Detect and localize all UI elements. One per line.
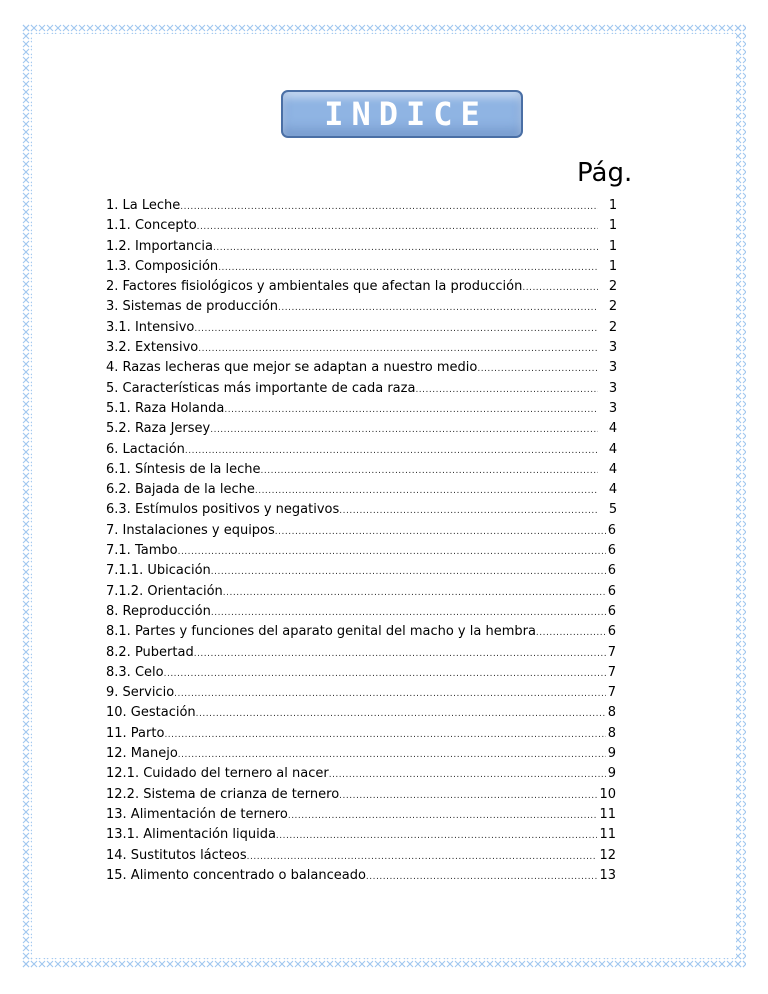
toc-dot-leader: [197, 217, 598, 236]
toc-entry-title: 2. Factores fisiológicos y ambientales que afectan la producción: [106, 279, 523, 295]
toc-dot-leader: [536, 623, 606, 642]
toc-entry-title: 13.1. Alimentación liquida: [106, 827, 276, 843]
toc-entry-title: 6.3. Estímulos positivos y negativos: [106, 502, 340, 518]
toc-entry-page: 5: [608, 502, 618, 518]
toc-dot-leader: [247, 847, 598, 866]
toc-entry: [106, 582, 616, 602]
toc-entry: [106, 622, 616, 642]
toc-entry-title: 1.2. Importancia: [106, 238, 214, 254]
toc-entry-title: 7.1.2. Orientación: [106, 583, 223, 599]
toc-entry: [106, 825, 616, 845]
index-title: INDICE: [324, 95, 488, 133]
toc-dot-leader: [194, 644, 606, 663]
toc-entry: [106, 521, 616, 541]
toc-dot-leader: [164, 725, 605, 744]
toc-entry-page: 2: [608, 319, 618, 335]
toc-entry-title: 10. Gestación: [106, 705, 196, 721]
page-column-label: Pág.: [577, 158, 633, 188]
toc-dot-leader: [198, 339, 598, 358]
toc-entry: [106, 663, 616, 683]
toc-entry: [106, 541, 616, 561]
toc-entry-page: 6: [607, 563, 616, 579]
toc-entry: [106, 338, 626, 358]
toc-dot-leader: [255, 481, 598, 500]
toc-entry-page: 11: [599, 806, 616, 822]
toc-entry-page: 1: [608, 258, 618, 274]
toc-dot-leader: [261, 461, 598, 480]
toc-entry: [106, 744, 616, 764]
toc-entry: [106, 216, 626, 236]
toc-entry: [106, 277, 626, 297]
toc-entry-title: 1.1. Concepto: [106, 218, 197, 234]
toc-entry: [106, 318, 626, 338]
toc-dot-leader: [210, 420, 598, 439]
toc-entry-title: 6.1. Síntesis de la leche: [106, 461, 261, 477]
toc-entry: [106, 846, 616, 866]
toc-entry: [106, 683, 616, 703]
toc-dot-leader: [178, 542, 606, 561]
toc-dot-leader: [174, 684, 606, 703]
toc-dot-leader: [275, 522, 606, 541]
toc-dot-leader: [224, 400, 598, 419]
toc-entry: [106, 399, 626, 419]
toc-entry-page: 9: [607, 766, 616, 782]
toc-entry-page: 2: [608, 299, 618, 315]
toc-entry-page: 13: [599, 867, 616, 883]
toc-entry: [106, 643, 616, 663]
toc-dot-leader: [211, 562, 606, 581]
toc-dot-leader: [213, 238, 598, 257]
toc-entry: [106, 237, 626, 257]
toc-entry-page: 3: [608, 380, 618, 396]
toc-entry: [106, 440, 626, 460]
toc-dot-leader: [223, 583, 606, 602]
toc-entry-page: 3: [608, 340, 618, 356]
toc-entry: [106, 703, 616, 723]
toc-entry: [106, 196, 626, 216]
toc-dot-leader: [196, 704, 606, 723]
toc-entry: [106, 500, 626, 520]
toc-entry-page: 3: [608, 360, 618, 376]
toc-entry-title: 3.1. Intensivo: [106, 319, 195, 335]
toc-entry-title: 7. Instalaciones y equipos: [106, 522, 275, 538]
table-of-contents: [106, 196, 626, 886]
toc-entry-title: 8.2. Pubertad: [106, 644, 194, 660]
toc-entry-title: 6.2. Bajada de la leche: [106, 482, 255, 498]
toc-entry: [106, 866, 616, 886]
toc-entry-page: 12: [599, 847, 616, 863]
toc-entry-title: 8.1. Partes y funciones del aparato genital del macho y la hembra: [106, 624, 536, 640]
toc-entry-page: 6: [607, 603, 616, 619]
toc-entry-title: 4. Razas lecheras que mejor se adaptan a nuestro medio: [106, 360, 478, 376]
toc-dot-leader: [278, 298, 598, 317]
toc-entry: [106, 724, 616, 744]
toc-dot-leader: [329, 765, 606, 784]
toc-entry-page: 11: [599, 827, 616, 843]
toc-entry-page: 2: [608, 279, 618, 295]
toc-entry: [106, 460, 626, 480]
toc-entry: [106, 419, 626, 439]
toc-dot-leader: [164, 664, 606, 683]
toc-entry-page: 8: [607, 705, 616, 721]
toc-dot-leader: [211, 603, 606, 622]
toc-entry-title: 8.3. Celo: [106, 664, 164, 680]
toc-dot-leader: [339, 501, 598, 520]
toc-entry-page: 7: [607, 664, 616, 680]
toc-entry-page: 6: [607, 583, 616, 599]
toc-entry-page: 8: [607, 725, 616, 741]
toc-dot-leader: [477, 359, 598, 378]
toc-entry-page: 4: [608, 461, 618, 477]
toc-entry-title: 12. Manejo: [106, 746, 178, 762]
toc-entry-title: 5.2. Raza Jersey: [106, 421, 211, 437]
toc-entry: [106, 297, 626, 317]
toc-entry-page: 1: [608, 218, 618, 234]
toc-entry-title: 15. Alimento concentrado o balanceado: [106, 867, 366, 883]
toc-dot-leader: [522, 278, 598, 297]
toc-dot-leader: [218, 258, 598, 277]
toc-entry-title: 11. Parto: [106, 725, 165, 741]
toc-entry-title: 9. Servicio: [106, 685, 175, 701]
toc-dot-leader: [288, 806, 598, 825]
toc-entry: [106, 764, 616, 784]
index-title-box: [281, 90, 523, 138]
toc-entry-page: 7: [607, 685, 616, 701]
toc-entry-page: 9: [607, 746, 616, 762]
toc-dot-leader: [366, 867, 598, 886]
toc-entry-page: 1: [608, 198, 618, 213]
toc-entry: [106, 358, 626, 378]
toc-entry-title: 1.3. Composición: [106, 258, 219, 274]
toc-entry-page: 4: [608, 482, 618, 498]
toc-entry-title: 14. Sustitutos lácteos: [106, 847, 247, 863]
toc-entry-page: 1: [608, 238, 618, 254]
toc-entry-title: 3.2. Extensivo: [106, 340, 199, 356]
toc-entry-title: 7.1.1. Ubicación: [106, 563, 211, 579]
toc-entry-title: 1. La Leche: [106, 198, 181, 213]
toc-entry-page: 6: [607, 624, 616, 640]
toc-entry-page: 6: [607, 522, 616, 538]
toc-entry-page: 4: [608, 421, 618, 437]
toc-dot-leader: [276, 826, 598, 845]
toc-entry-title: 12.1. Cuidado del ternero al nacer: [106, 766, 329, 782]
toc-entry: [106, 785, 616, 805]
toc-entry-title: 12.2. Sistema de crianza de ternero: [106, 786, 340, 802]
toc-entry: [106, 379, 626, 399]
toc-dot-leader: [339, 786, 597, 805]
toc-entry: [106, 257, 626, 277]
toc-entry: [106, 602, 616, 622]
toc-entry-page: 3: [608, 400, 618, 416]
toc-entry: [106, 480, 626, 500]
toc-entry-title: 13. Alimentación de ternero: [106, 806, 288, 822]
toc-entry-title: 3. Sistemas de producción: [106, 299, 279, 315]
toc-entry: [106, 561, 616, 581]
toc-dot-leader: [194, 319, 598, 338]
toc-entry-title: 6. Lactación: [106, 441, 185, 457]
toc-entry-page: 4: [608, 441, 618, 457]
toc-dot-leader: [415, 380, 598, 399]
toc-entry-title: 5.1. Raza Holanda: [106, 400, 225, 416]
toc-entry-title: 5. Características más importante de cada raza: [106, 380, 416, 396]
toc-dot-leader: [178, 745, 606, 764]
toc-entry-page: 7: [607, 644, 616, 660]
toc-entry-page: 10: [599, 786, 616, 802]
toc-entry-page: 6: [607, 543, 616, 559]
toc-entry: [106, 805, 616, 825]
toc-dot-leader: [180, 197, 598, 216]
toc-entry-title: 8. Reproducción: [106, 603, 211, 619]
toc-entry-title: 7.1. Tambo: [106, 543, 178, 559]
toc-dot-leader: [185, 441, 598, 460]
